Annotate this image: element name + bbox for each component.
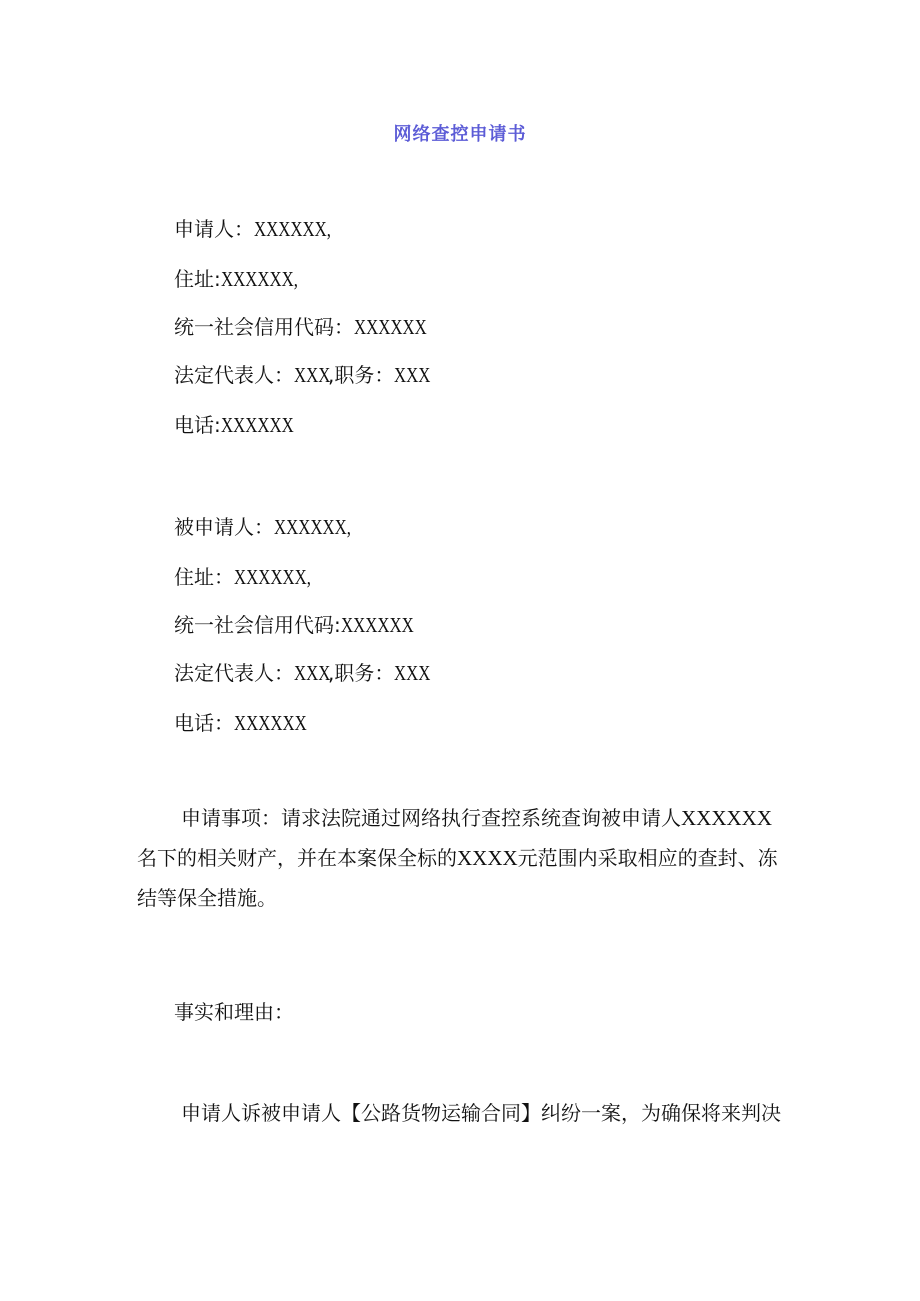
respondent-position-value: XXX xyxy=(394,661,431,685)
respondent-credit-code-label: 统一社会信用代码: xyxy=(174,613,341,637)
respondent-phone-label: 电话： xyxy=(174,711,234,735)
applicant-phone-label: 电话: xyxy=(174,413,221,437)
applicant-position-value: XXX xyxy=(394,363,431,387)
respondent-address-value: XXXXXX, xyxy=(234,565,311,589)
request-text-3: 元范围内采取相应的查封、冻结等保全措施。 xyxy=(137,846,778,910)
applicant-name-line xyxy=(174,216,350,242)
request-respondent-name: XXXXXX xyxy=(681,806,772,830)
respondent-position-label: ,职务： xyxy=(328,661,395,685)
applicant-address-line xyxy=(174,266,317,292)
applicant-address-value: XXXXXX, xyxy=(220,267,298,291)
respondent-address-line xyxy=(174,564,330,590)
facts-heading: 事实和理由： xyxy=(174,1000,294,1024)
applicant-name-label: 申请人： xyxy=(174,217,254,241)
respondent-phone-line xyxy=(174,710,325,736)
respondent-legal-rep-label: 法定代表人： xyxy=(174,661,294,685)
applicant-name-value: XXXXXX, xyxy=(254,217,331,241)
respondent-name-label: 被申请人： xyxy=(174,515,274,539)
applicant-legal-rep-label: 法定代表人： xyxy=(174,363,294,387)
applicant-phone-line xyxy=(174,412,312,438)
applicant-legal-rep-value: XXX xyxy=(294,363,331,387)
applicant-position-label: ,职务： xyxy=(328,363,395,387)
respondent-name-value: XXXXXX, xyxy=(274,515,351,539)
respondent-address-label: 住址： xyxy=(174,565,234,589)
applicant-address-label: 住址: xyxy=(174,267,221,291)
applicant-phone-value: XXXXXX xyxy=(220,413,294,437)
request-paragraph xyxy=(137,798,787,918)
applicant-credit-code-value: XXXXXX xyxy=(354,315,427,339)
facts-paragraph: 申请人诉被申请人【公路货物运输合同】纠纷一案，为确保将来判决 xyxy=(181,1101,781,1125)
applicant-credit-code-label: 统一社会信用代码： xyxy=(174,315,354,339)
document-title: 网络查控申请书 xyxy=(393,124,527,145)
respondent-phone-value: XXXXXX xyxy=(234,711,307,735)
respondent-legal-rep-line xyxy=(174,660,440,686)
respondent-name-line xyxy=(174,514,370,540)
respondent-legal-rep-value: XXX xyxy=(294,661,331,685)
respondent-credit-code-value: XXXXXX xyxy=(340,613,414,637)
request-text-2: 名下的相关财产，并在本案保全标的 xyxy=(137,846,457,870)
request-text-1: 申请事项：请求法院通过网络执行查控系统查询被申请人 xyxy=(181,806,681,830)
respondent-credit-code-line xyxy=(174,612,432,638)
request-amount: XXXX xyxy=(457,846,518,870)
applicant-credit-code-line xyxy=(174,314,445,340)
applicant-legal-rep-line xyxy=(174,362,440,388)
